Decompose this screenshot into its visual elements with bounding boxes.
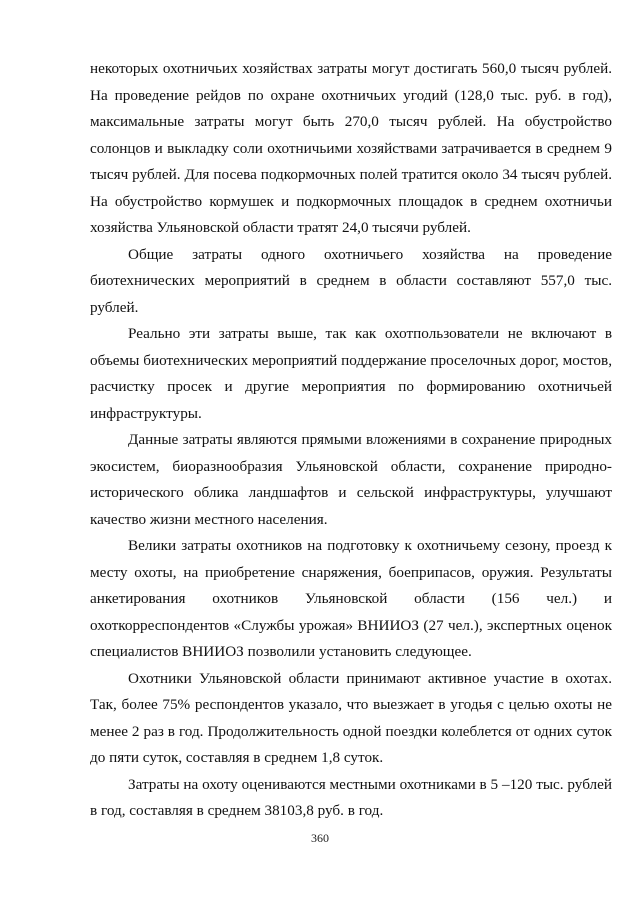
paragraph-6: Охотники Ульяновской области принимают активное участие в охотах. Так, более 75% респондентов указало, что выезжает в угодья с целью охоты не менее 2 раз в год. Продолжительность одной поездки колеблется от одних суток до пяти суток, составляя в среднем 1,8 суток. (90, 669, 612, 766)
page-number: 360 (311, 831, 329, 845)
paragraph-5: Велики затраты охотников на подготовку к охотничьему сезону, проезд к месту охоты, на приобретение снаряжения, боеприпасов, оружия. Результаты анкетирования охотников Ульяновской области (156 чел.) и охоткорреспондентов «Службы урожая» ВНИИОЗ (27 чел.), экспертных оценок специалистов ВНИИОЗ позволили установить следующее. (90, 537, 612, 660)
paragraph-7: Затраты на охоту оцениваются местными охотниками в 5 –120 тыс. рублей в год, составляя в среднем 38103,8 руб. в год. (90, 775, 612, 819)
paragraph-4: Данные затраты являются прямыми вложениями в сохранение природных экосистем, биоразнообразия Ульяновской области, сохранение природно-исторического облика ландшафтов и сельской инфраструктуры, улучшают качество жизни местного населения. (90, 431, 612, 528)
paragraph-1: некоторых охотничьих хозяйствах затраты могут достигать 560,0 тысяч рублей. На проведение рейдов по охране охотничьих угодий (128,0 тыс. руб. в год), максимальные затраты могут быть 270,0 тысяч рублей. На обустройство солонцов и выкладку соли охотничьими хозяйствами затрачивается в среднем 9 тысяч рублей. Для посева подкормочных полей тратится около 34 тысяч рублей. На обустройство кормушек и подкормочных площадок в среднем охотничьи хозяйства Ульяновской области тратят 24,0 тысячи рублей. (90, 60, 612, 236)
page-body (90, 56, 612, 825)
paragraph-3: Реально эти затраты выше, так как охотпользователи не включают в объемы биотехнических мероприятий поддержание проселочных дорог, мостов, расчистку просек и другие мероприятия по формированию охотничьей инфраструктуры. (90, 325, 612, 422)
paragraph-2: Общие затраты одного охотничьего хозяйства на проведение биотехнических мероприятий в среднем в области составляют 557,0 тыс. рублей. (90, 245, 612, 316)
